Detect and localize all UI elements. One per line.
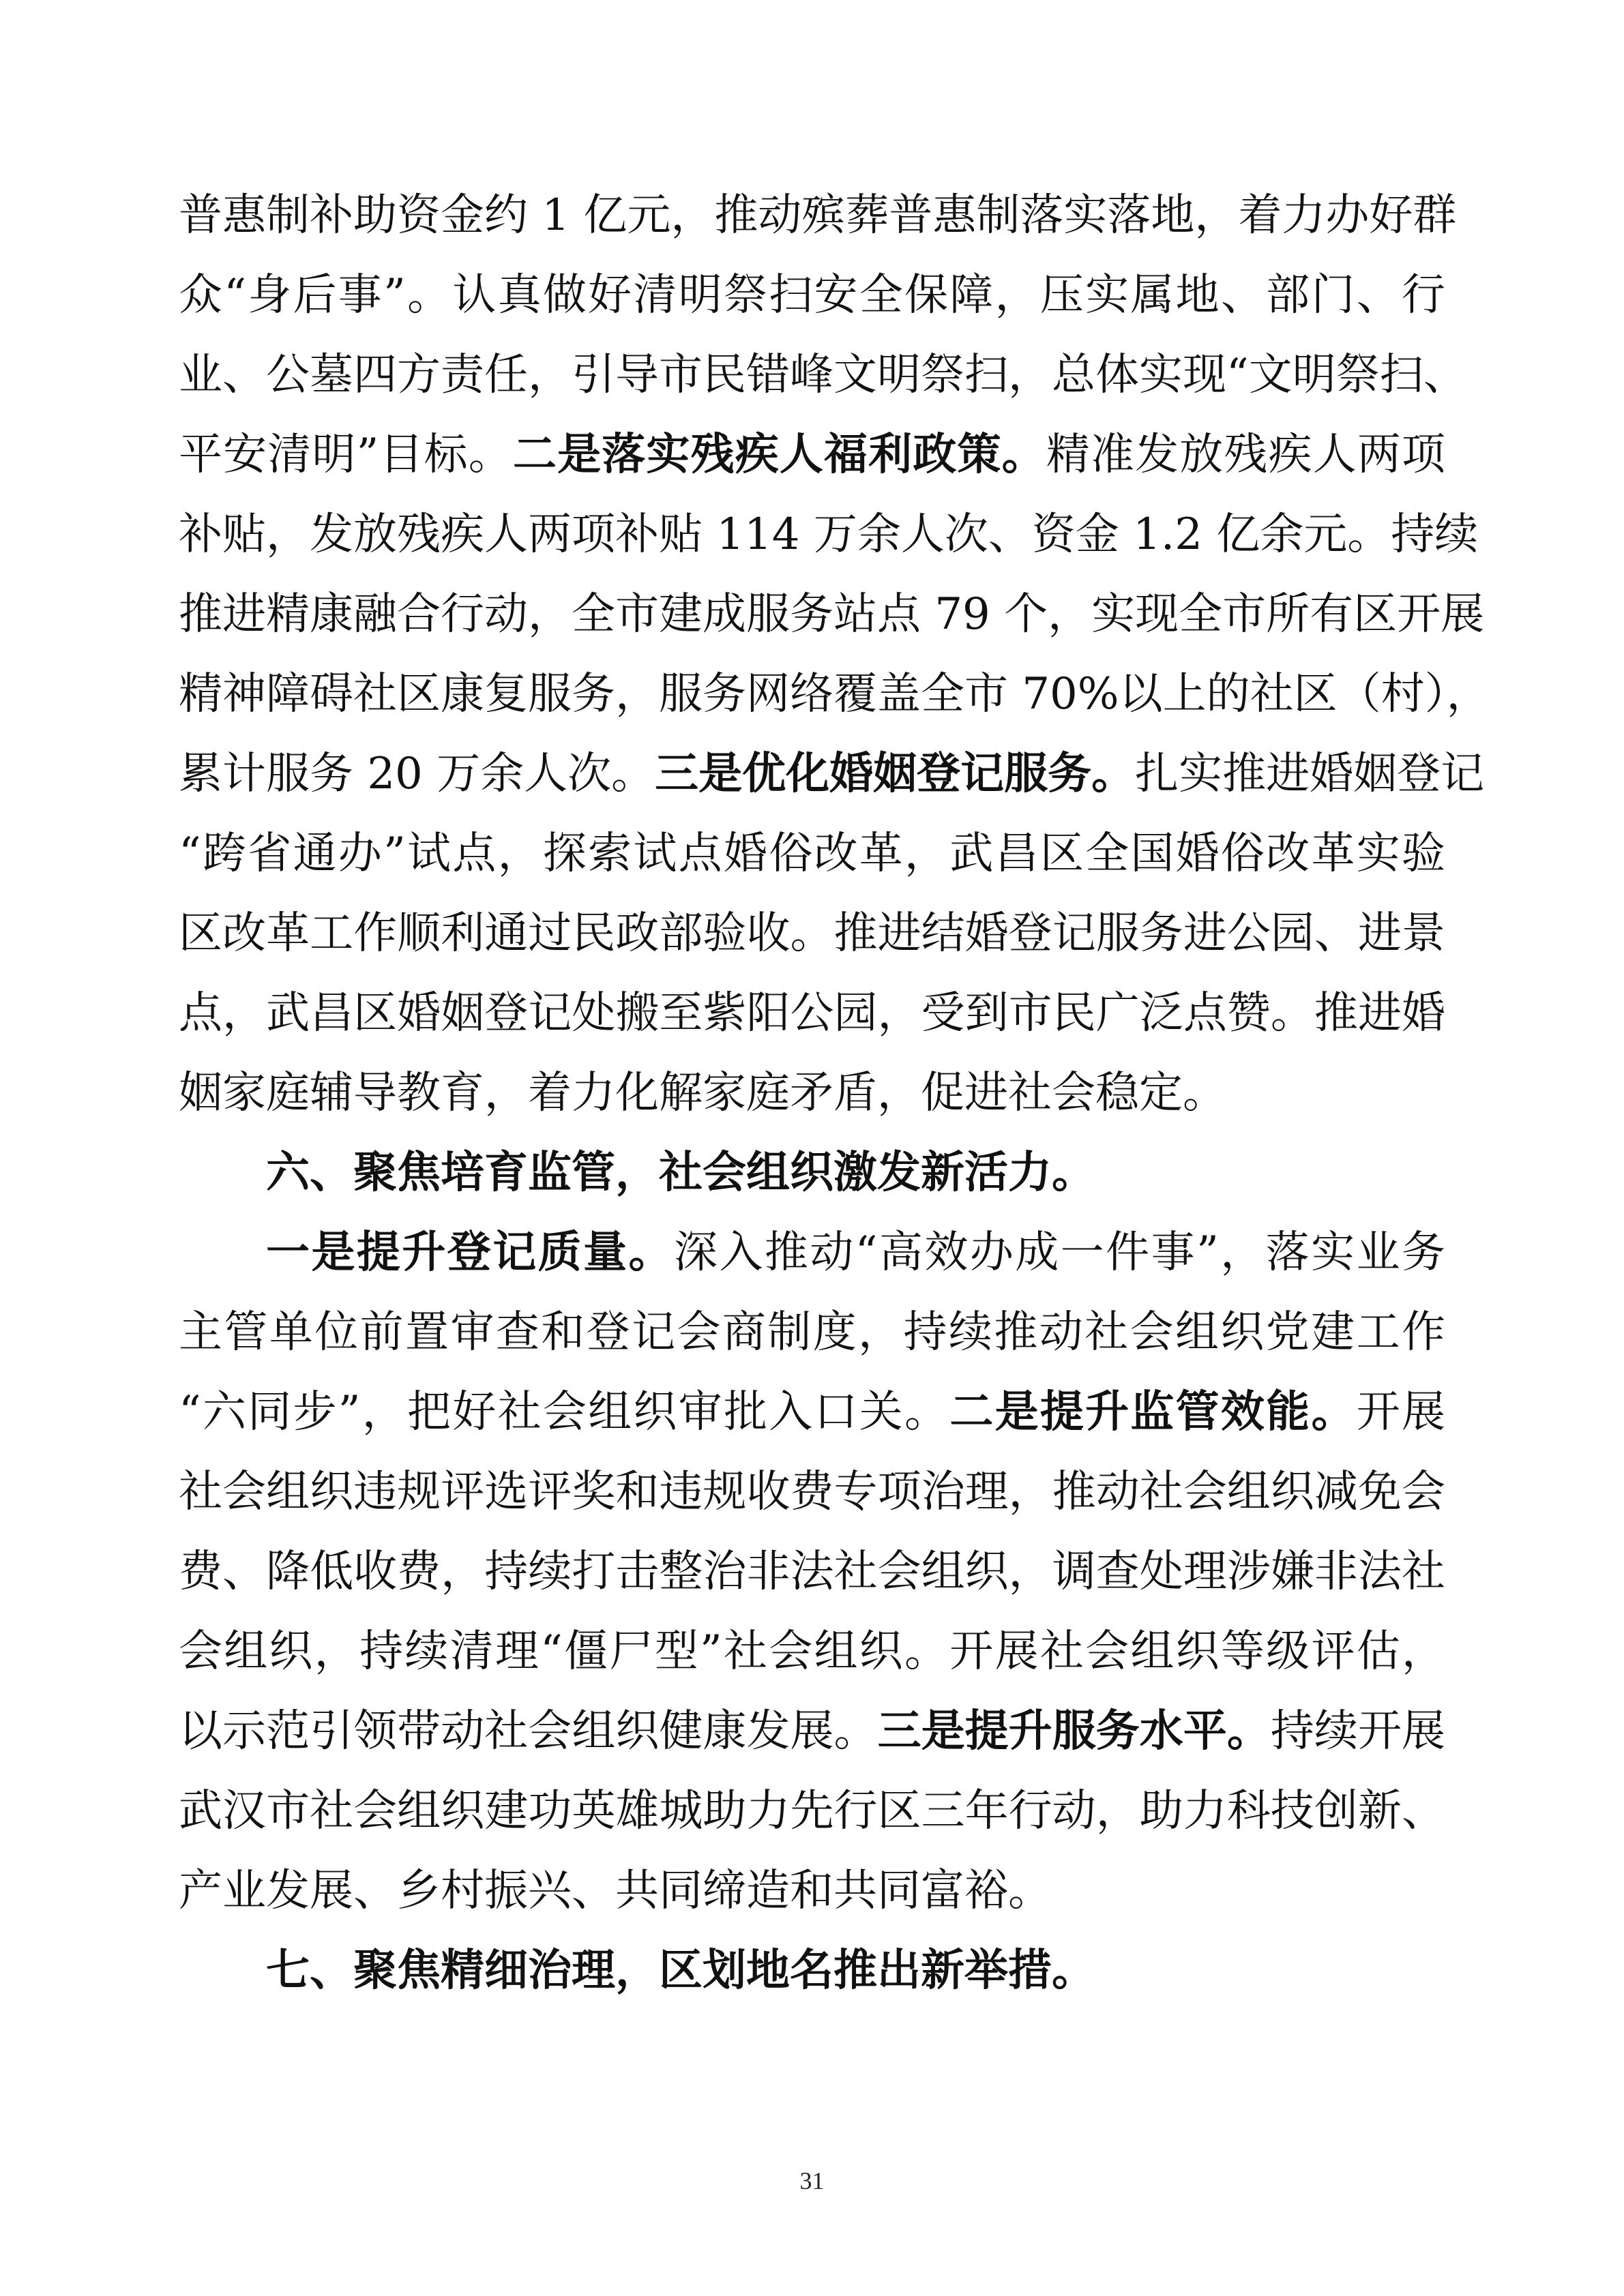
text-line: 精神障碍社区康复服务，服务网络覆盖全市 70%以上的社区（村）， — [179, 669, 1490, 719]
bold-point-marriage-registration: 三是优化婚姻登记服务。 — [655, 749, 1136, 799]
page-number: 31 — [799, 2167, 825, 2194]
text-line: 业、公墓四方责任，引导市民错峰文明祭扫，总体实现“文明祭扫、 — [179, 350, 1467, 400]
page-body — [179, 176, 1490, 2011]
text-line: 众“身后事”。认真做好清明祭扫安全保障，压实属地、部门、行 — [179, 270, 1445, 320]
bold-point-registration-quality: 一是提升登记质量。 — [266, 1227, 675, 1278]
text-line: 普惠制补助资金约 1 亿元，推动殡葬普惠制落实落地，着力办好群 — [179, 190, 1457, 241]
text-run: 平安清明”目标。 — [179, 430, 513, 480]
text-line: 姻家庭辅导教育，着力化解家庭矛盾，促进社会稳定。 — [179, 1068, 1226, 1118]
text-line: 点，武昌区婚姻登记处搬至紫阳公园，受到市民广泛点赞。推进婚 — [179, 988, 1445, 1039]
paragraph-social-organizations — [179, 1213, 1445, 1931]
text-run: 开展 — [1356, 1387, 1446, 1437]
bold-point-supervision-efficiency: 二是提升监管效能。 — [949, 1387, 1357, 1437]
text-line: “跨省通办”试点，探索试点婚俗改革，武昌区全国婚俗改革实验 — [179, 829, 1445, 879]
text-line: 费、降低收费，持续打击整治非法社会组织，调查处理涉嫌非法社 — [179, 1547, 1445, 1597]
text-line: 产业发展、乡村振兴、共同缔造和共同富裕。 — [179, 1866, 1052, 1916]
text-line — [179, 1213, 1445, 1293]
text-line: 武汉市社会组织建功英雄城助力先行区三年行动，助力科技创新、 — [179, 1786, 1445, 1836]
text-run: 累计服务 20 万余人次。 — [179, 749, 655, 799]
bold-point-service-level: 三是提升服务水平。 — [877, 1706, 1271, 1757]
text-run: 深入推动“高效办成一件事”，落实业务 — [674, 1227, 1446, 1278]
text-run: 扎实推进婚姻登记 — [1135, 749, 1485, 799]
text-line — [179, 415, 1445, 495]
section-heading-7: 七、聚焦精细治理，区划地名推出新举措。 — [266, 1945, 1095, 1996]
text-run: 精准发放残疾人两项 — [1046, 430, 1446, 480]
text-run: 持续开展 — [1270, 1706, 1446, 1757]
text-line — [179, 1692, 1445, 1772]
text-line: 补贴，发放残疾人两项补贴 114 万余人次、资金 1.2 亿余元。持续 — [179, 509, 1479, 560]
text-line: 推进精康融合行动，全市建成服务站点 79 个，实现全市所有区开展 — [179, 589, 1485, 640]
text-run: “六同步”，把好社会组织审批入口关。 — [179, 1387, 950, 1437]
text-line: 主管单位前置审查和登记会商制度，持续推动社会组织党建工作 — [179, 1307, 1445, 1358]
section-heading-6: 六、聚焦培育监管，社会组织激发新活力。 — [266, 1148, 1095, 1198]
text-line — [179, 1373, 1445, 1452]
bold-point-disability-welfare: 二是落实残疾人福利政策。 — [512, 430, 1046, 480]
text-line: 社会组织违规评选评奖和违规收费专项治理，推动社会组织减免会 — [179, 1467, 1445, 1517]
text-line: 区改革工作顺利通过民政部验收。推进结婚登记服务进公园、进景 — [179, 908, 1445, 959]
text-line: 会组织，持续清理“僵尸型”社会组织。开展社会组织等级评估， — [179, 1626, 1445, 1677]
text-run: 以示范引领带动社会组织健康发展。 — [179, 1706, 878, 1757]
paragraph-civil-services — [179, 176, 1490, 1133]
text-line — [179, 734, 1485, 814]
